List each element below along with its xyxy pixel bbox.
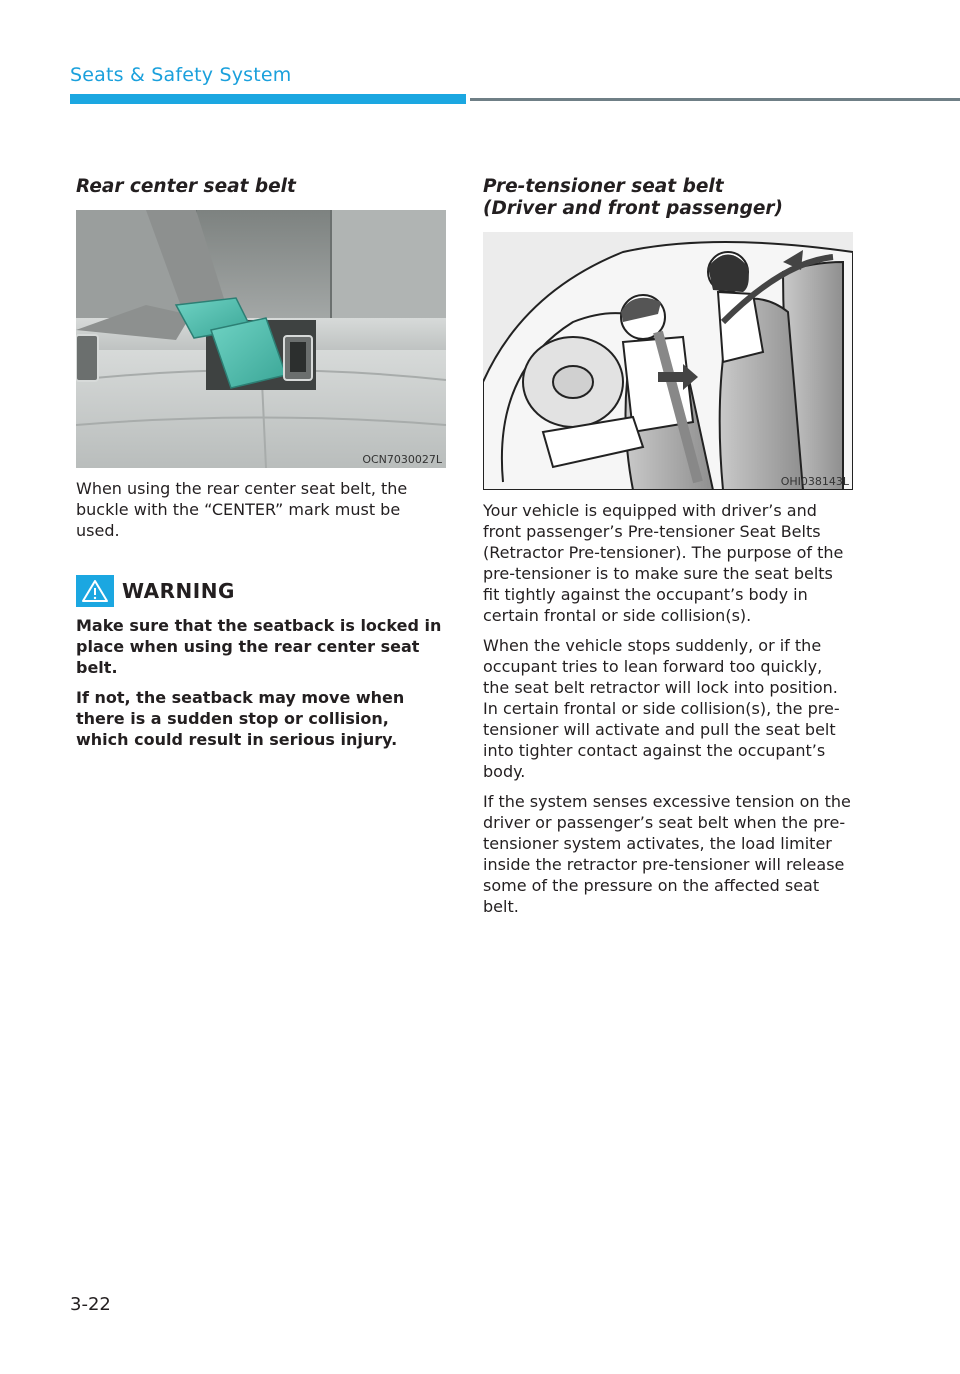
rear-center-belt-text: When using the rear center seat belt, the buckle with the “CENTER” mark must be used. xyxy=(76,479,408,540)
rear-center-belt-figure xyxy=(76,210,446,468)
pretensioner-title-line2: (Driver and front passenger) xyxy=(483,198,783,219)
pretensioner-text: When the vehicle stops suddenly, or if the occupant tries to lean forward too quickly, the seat belt retractor will lock into position. In certain frontal or side collision(s), the pre-tensioner will activate and pull the seat belt into tighter contact against the occupant’s body. xyxy=(483,636,840,781)
header-accent-bar xyxy=(70,94,466,104)
warning-header xyxy=(76,575,446,607)
section-header-title: Seats & Safety System xyxy=(70,64,292,86)
header-divider-line xyxy=(470,98,960,101)
rear-center-belt-title: Rear center seat belt xyxy=(76,176,296,197)
figure-code: OCN7030027L xyxy=(362,453,442,466)
figure-code: OHI038143L xyxy=(780,475,849,488)
right-column xyxy=(483,176,853,917)
page-number: 3-22 xyxy=(70,1294,111,1315)
warning-label: WARNING xyxy=(122,579,235,603)
warning-triangle-icon xyxy=(76,575,114,607)
pretensioner-text: Your vehicle is equipped with driver’s and front passenger’s Pre-tensioner Seat Belts (Retractor Pre-tensioner). The purpose of the pre-tensioner is to make sure the seat belts fit tightly against the occupant’s body in certain frontal or side collision(s). xyxy=(483,501,844,625)
pretensioner-illustration xyxy=(483,232,853,490)
pretensioner-text: If the system senses excessive tension on the driver or passenger’s seat belt when the pre-tensioner system activates, the load limiter inside the retractor pre-tensioner will release some of the pressure on the affected seat belt. xyxy=(483,792,851,916)
warning-text: Make sure that the seatback is locked in place when using the rear center seat belt. xyxy=(76,616,442,677)
left-column xyxy=(76,176,446,750)
rear-buckle-illustration xyxy=(76,210,446,468)
pretensioner-figure xyxy=(483,232,853,490)
warning-text: If not, the seatback may move when there is a sudden stop or collision, which could result in serious injury. xyxy=(76,688,405,749)
pretensioner-title-line1: Pre-tensioner seat belt xyxy=(483,176,724,197)
